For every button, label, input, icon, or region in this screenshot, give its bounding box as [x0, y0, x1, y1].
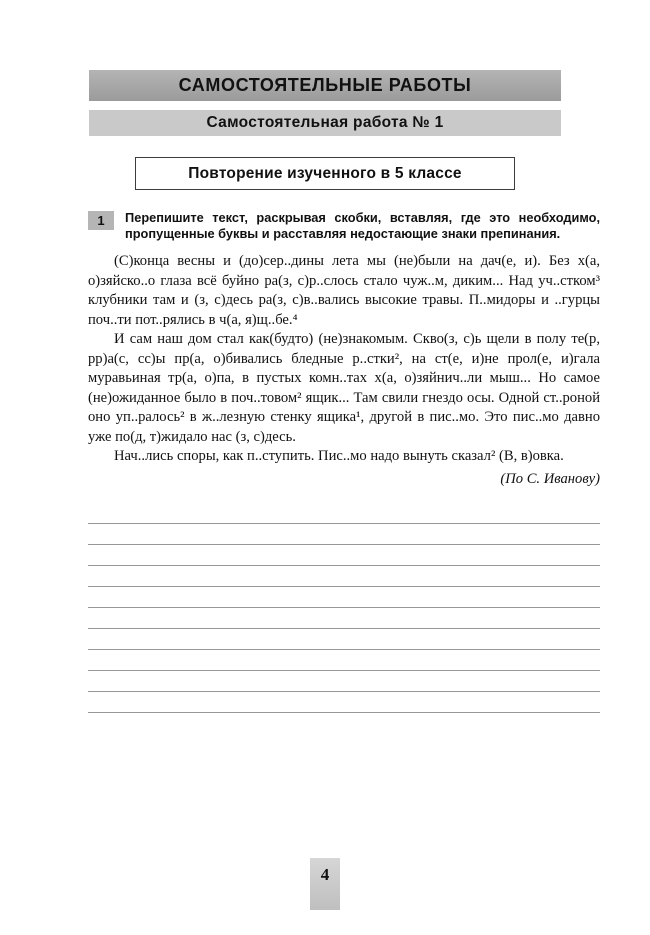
work-number-title: Самостоятельная работа № 1 — [206, 114, 444, 131]
writing-line — [88, 692, 600, 713]
writing-line — [88, 608, 600, 629]
exercise-number-badge: 1 — [88, 211, 114, 230]
writing-line — [88, 629, 600, 650]
writing-line — [88, 587, 600, 608]
writing-lines-area — [88, 503, 600, 713]
exercise-paragraph-3: Нач..лись споры, как п..ступить. Пис..мо надо вынуть сказал² (В, в)овка. — [114, 448, 564, 464]
exercise-paragraph-1: (С)конца весны и (до)сер..дины лета мы (не)были на дач(е, и). Без х(а, о)зяйско..о глаза всё буйно ра(з, с)р..слось стало чуж..м, диким... Над уч..стком³ клубники там и (з, с)десь ра(з, с)в..вались высокие травы. П..мидоры и ..гурцы поч..ти пот..рялись в ч(а, я)щ..бе.⁴ — [88, 253, 600, 328]
section-header-title: САМОСТОЯТЕЛЬНЫЕ РАБОТЫ — [178, 75, 472, 95]
topic-title: Повторение изученного в 5 классе — [188, 164, 462, 182]
work-number-banner — [89, 110, 561, 136]
exercise-text — [88, 252, 600, 489]
writing-line — [88, 650, 600, 671]
attribution: (По С. Иванову) — [500, 470, 600, 487]
writing-line — [88, 671, 600, 692]
exercise-header — [88, 210, 600, 242]
section-header-banner — [89, 70, 561, 101]
exercise-instruction: Перепишите текст, раскрывая скобки, вставляя, где это необходимо, пропущенные буквы и расставляя недостающие знаки препинания. — [125, 210, 600, 241]
topic-box — [135, 157, 515, 190]
workbook-page — [0, 70, 650, 935]
page-number-tab — [310, 858, 340, 910]
writing-line — [88, 545, 600, 566]
writing-line — [88, 503, 600, 524]
exercise-paragraph-2: И сам наш дом стал как(будто) (не)знакомым. Скво(з, с)ь щели в полу те(р, рр)а(с, сс)ы пр(а, о)бивались бледные р..стки², на ст(е, и)не прол(е, и)гала муравьиная тр(а, о)па, в пустых комн..тах х(а, о)зяйнич..ли мыш... Но самое (не)ожиданное было в поч..товом² ящик... Там свили гнездо осы. Одной ст..роной оно уп..ралось² в ж..лезную стенку ящика¹, другой в пис..мо. Это пис..мо давно уже по(д, т)жидало нас (з, с)десь. — [88, 331, 600, 445]
writing-line — [88, 566, 600, 587]
writing-line — [88, 524, 600, 545]
page-number: 4 — [320, 865, 330, 884]
